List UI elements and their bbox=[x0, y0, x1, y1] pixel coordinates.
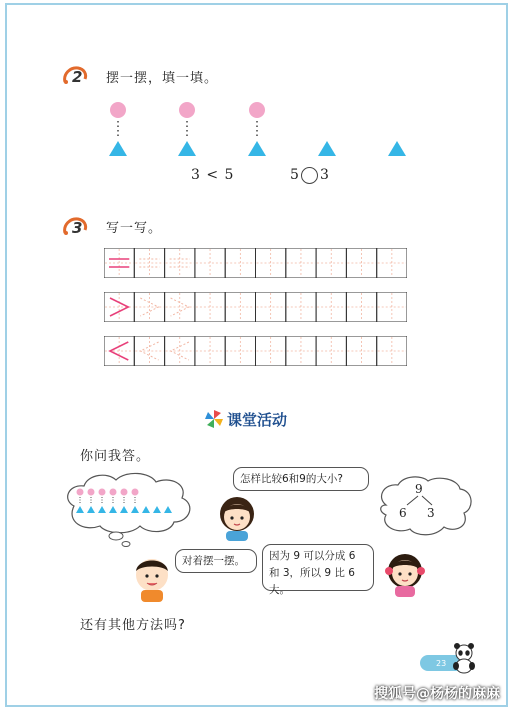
boy-avatar bbox=[128, 553, 176, 603]
triangle-1 bbox=[109, 141, 127, 156]
grid-cell bbox=[346, 336, 376, 366]
comparison-3-lt-5: 3 < 5 bbox=[191, 167, 235, 183]
triangle-3 bbox=[248, 141, 266, 156]
question-3-badge-icon bbox=[62, 215, 88, 239]
activity-prompt: 你问我答。 bbox=[80, 449, 151, 464]
grid-cell bbox=[286, 336, 316, 366]
section-title bbox=[205, 406, 315, 430]
left-thought-cloud bbox=[60, 470, 200, 552]
girl-answer-line-1: 因为 9 可以分成 6 bbox=[269, 550, 356, 562]
fill-right-number: 3 bbox=[320, 167, 330, 183]
writing-grid-greater-than[interactable] bbox=[104, 292, 407, 322]
grid-cell bbox=[256, 248, 286, 278]
grid-cell bbox=[165, 336, 195, 366]
grid-cell bbox=[225, 292, 255, 322]
grid-cell bbox=[134, 292, 164, 322]
grid-cell bbox=[165, 248, 195, 278]
question-2-badge-icon bbox=[62, 64, 88, 88]
girl-answer-avatar bbox=[381, 549, 429, 597]
girl-answer-bubble bbox=[262, 544, 374, 596]
page-number: 23 bbox=[436, 659, 447, 668]
fill-left-number: 5 bbox=[290, 167, 300, 183]
grid-cell bbox=[377, 292, 407, 322]
grid-cell bbox=[165, 292, 195, 322]
triangle-5 bbox=[388, 141, 406, 156]
cloud-circle bbox=[99, 489, 106, 496]
cloud-circle bbox=[77, 489, 84, 496]
question-2-instruction: 摆一摆，填一填。 bbox=[106, 71, 219, 86]
cloud-circle bbox=[88, 489, 95, 496]
grid-cell bbox=[377, 248, 407, 278]
question-3-instruction: 写一写。 bbox=[106, 221, 163, 236]
grid-cell bbox=[316, 292, 346, 322]
section-title-text: 课堂活动 bbox=[227, 411, 288, 429]
grid-cell bbox=[104, 292, 134, 322]
grid-cell bbox=[134, 336, 164, 366]
grid-cell bbox=[286, 292, 316, 322]
triangle-4 bbox=[318, 141, 336, 156]
grid-cell bbox=[316, 336, 346, 366]
triangle-2 bbox=[178, 141, 196, 156]
question-3-number: 3 bbox=[72, 219, 83, 237]
grid-cell bbox=[225, 248, 255, 278]
circle-1 bbox=[110, 102, 126, 118]
grid-cell bbox=[134, 248, 164, 278]
cloud-circle bbox=[110, 489, 117, 496]
grid-cell bbox=[377, 336, 407, 366]
grid-cell bbox=[195, 248, 225, 278]
tree-top-number: 9 bbox=[415, 482, 423, 496]
grid-cell bbox=[195, 336, 225, 366]
grid-cell bbox=[316, 248, 346, 278]
writing-grid-less-than[interactable] bbox=[104, 336, 407, 366]
boy-bubble: 对着摆一摆。 bbox=[175, 549, 257, 573]
grid-cell bbox=[104, 336, 134, 366]
panda-icon bbox=[450, 642, 478, 674]
question-2-number: 2 bbox=[72, 68, 83, 86]
grid-cell bbox=[346, 292, 376, 322]
grid-cell bbox=[286, 248, 316, 278]
girl-with-question-avatar bbox=[214, 492, 260, 542]
cloud-circle bbox=[132, 489, 139, 496]
closing-question: 还有其他方法吗? bbox=[80, 618, 186, 633]
grid-cell bbox=[104, 248, 134, 278]
writing-grid-equals[interactable] bbox=[104, 248, 407, 278]
tree-left-number: 6 bbox=[399, 506, 407, 520]
pinwheel-icon bbox=[205, 410, 223, 428]
grid-cell bbox=[346, 248, 376, 278]
right-thought-cloud bbox=[376, 475, 476, 545]
watermark: 搜狐号@杨杨的麻麻 bbox=[374, 686, 500, 702]
grid-cell bbox=[195, 292, 225, 322]
question-bubble: 怎样比较6和9的大小? bbox=[233, 467, 369, 491]
grid-cell bbox=[225, 336, 255, 366]
grid-cell bbox=[256, 336, 286, 366]
fill-in-circle[interactable] bbox=[301, 167, 318, 184]
grid-cell bbox=[256, 292, 286, 322]
tree-right-number: 3 bbox=[427, 506, 435, 520]
circle-3 bbox=[249, 102, 265, 118]
cloud-circle bbox=[121, 489, 128, 496]
girl-answer-line-2: 和 3，所以 9 比 6 大。 bbox=[269, 567, 355, 596]
circle-2 bbox=[179, 102, 195, 118]
shapes-diagram bbox=[100, 98, 420, 162]
